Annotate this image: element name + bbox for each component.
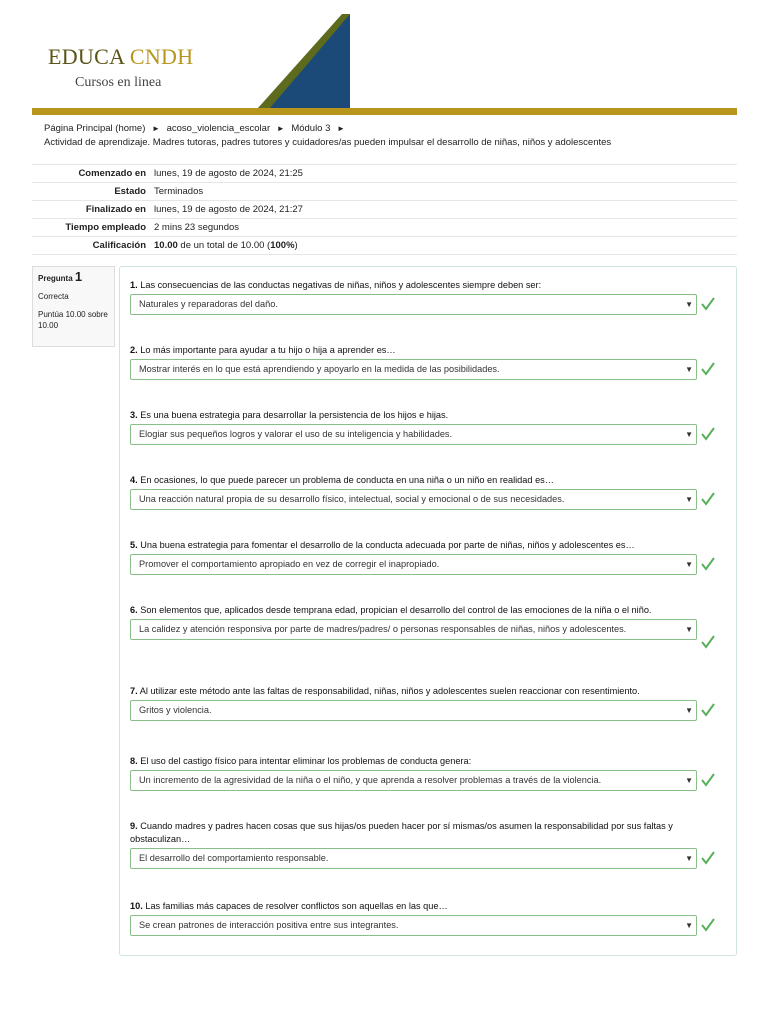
answer-selected-value: La calidez y atención responsiva por parte de madres/padres/ o personas responsables de niñas, niños y adolescentes.: [139, 624, 627, 634]
answer-select[interactable]: [130, 915, 697, 936]
question-item: [130, 344, 710, 380]
question-text: 4. En ocasiones, lo que puede parecer un problema de conducta en una niña o un niño en realidad es…: [130, 475, 554, 485]
summary-label: Finalizado en: [85, 204, 146, 215]
question-item: [130, 279, 710, 315]
answer-selected-value: Gritos y violencia.: [139, 705, 212, 715]
chevron-down-icon: ▼: [685, 300, 693, 309]
answer-select[interactable]: [130, 294, 697, 315]
question-info-box: [32, 266, 115, 347]
breadcrumb-home[interactable]: Página Principal (home): [44, 123, 146, 134]
question-item: [130, 900, 710, 936]
answer-select[interactable]: [130, 554, 697, 575]
question-state: Correcta: [38, 292, 69, 301]
breadcrumb-module[interactable]: Módulo 3: [291, 123, 331, 134]
question-item: [130, 539, 710, 575]
breadcrumb-separator: ►: [337, 124, 345, 133]
check-icon: [700, 772, 716, 788]
answer-select[interactable]: [130, 489, 697, 510]
question-content-panel: [119, 266, 737, 956]
breadcrumb-course[interactable]: acoso_violencia_escolar: [166, 123, 271, 134]
summary-row: [32, 219, 737, 237]
check-icon: [700, 426, 716, 442]
summary-label: Estado: [114, 186, 146, 197]
summary-label: Tiempo empleado: [65, 222, 146, 233]
question-text: 3. Es una buena estrategia para desarrollar la persistencia de los hijos e hijas.: [130, 410, 449, 420]
grade-score: 10.00: [154, 240, 178, 251]
chevron-down-icon: ▼: [685, 365, 693, 374]
chevron-down-icon: ▼: [685, 706, 693, 715]
chevron-down-icon: ▼: [685, 854, 693, 863]
header-decoration: [258, 14, 358, 110]
answer-select[interactable]: [130, 848, 697, 869]
summary-row: [32, 165, 737, 183]
question-item: [130, 685, 710, 721]
question-label: Pregunta: [38, 274, 73, 283]
check-icon: [700, 296, 716, 312]
summary-grade-value: [150, 237, 737, 255]
answer-select[interactable]: [130, 619, 697, 640]
header-gold-bar: [32, 108, 737, 115]
question-number: 1: [74, 269, 83, 284]
answer-selected-value: Elogiar sus pequeños logros y valorar el uso de su inteligencia y habilidades.: [139, 429, 453, 439]
site-header: [0, 0, 768, 118]
answer-select[interactable]: [130, 359, 697, 380]
summary-row: [32, 183, 737, 201]
check-icon: [700, 634, 716, 650]
check-icon: [700, 491, 716, 507]
answer-selected-value: El desarrollo del comportamiento responsable.: [139, 853, 329, 863]
site-logo[interactable]: [48, 44, 193, 70]
question-item: [130, 474, 710, 510]
check-icon: [700, 361, 716, 377]
grade-total: de un total de 10.00 (: [177, 240, 271, 251]
logo-word-educa: EDUCA: [48, 44, 125, 69]
chevron-down-icon: ▼: [685, 430, 693, 439]
question-item: [130, 820, 710, 869]
question-text: 7. Al utilizar este método ante las faltas de responsabilidad, niñas, niños y adolescentes suelen reaccionar con resentimiento.: [130, 686, 640, 696]
question-text: 10. Las familias más capaces de resolver conflictos son aquellas en las que…: [130, 901, 448, 911]
breadcrumb-activity[interactable]: Actividad de aprendizaje. Madres tutoras, padres tutores y cuidadores/as pueden impulsar el desarrollo de niñas, niños y adolescentes: [44, 137, 612, 148]
question-text: 8. El uso del castigo físico para intentar eliminar los problemas de conducta genera:: [130, 756, 472, 766]
summary-value: Terminados: [154, 186, 204, 197]
answer-selected-value: Naturales y reparadoras del daño.: [139, 299, 278, 309]
breadcrumb: [44, 122, 734, 150]
question-text: 9. Cuando madres y padres hacen cosas que sus hijas/os pueden hacer por sí mismas/os asumen la responsabilidad por sus faltas y obstaculizan…: [130, 821, 673, 844]
answer-selected-value: Una reacción natural propia de su desarrollo físico, intelectual, social y emocional o de sus necesidades.: [139, 494, 565, 504]
answer-selected-value: Un incremento de la agresividad de la niña o el niño, y que aprenda a resolver problemas a través de la violencia.: [139, 775, 602, 785]
question-grade: Puntúa 10.00 sobre 10.00: [38, 310, 108, 330]
check-icon: [700, 850, 716, 866]
summary-label: Comenzado en: [78, 168, 146, 179]
answer-selected-value: Se crean patrones de interacción positiva entre sus integrantes.: [139, 920, 399, 930]
attempt-summary-table: [32, 164, 737, 255]
grade-percent: 100%: [270, 240, 295, 251]
logo-word-cndh: CNDH: [129, 44, 194, 69]
chevron-down-icon: ▼: [685, 625, 693, 634]
question-text: 1. Las consecuencias de las conductas negativas de niñas, niños y adolescentes siempre deben ser:: [130, 280, 542, 290]
check-icon: [700, 917, 716, 933]
answer-selected-value: Promover el comportamiento apropiado en vez de corregir el inapropiado.: [139, 559, 440, 569]
summary-row: [32, 237, 737, 255]
answer-select[interactable]: [130, 700, 697, 721]
chevron-down-icon: ▼: [685, 560, 693, 569]
summary-value: lunes, 19 de agosto de 2024, 21:25: [154, 168, 303, 179]
summary-value: lunes, 19 de agosto de 2024, 21:27: [154, 204, 303, 215]
question-text: 6. Son elementos que, aplicados desde temprana edad, propician el desarrollo del control de las emociones de la niña o el niño.: [130, 605, 652, 615]
summary-label: Calificación: [92, 240, 146, 251]
question-item: [130, 755, 710, 791]
answer-select[interactable]: [130, 770, 697, 791]
summary-value: 2 mins 23 segundos: [154, 222, 240, 233]
chevron-down-icon: ▼: [685, 921, 693, 930]
site-subtitle: Cursos en linea: [75, 75, 162, 90]
breadcrumb-separator: ►: [276, 124, 285, 133]
question-item: [130, 409, 710, 445]
check-icon: [700, 702, 716, 718]
answer-selected-value: Mostrar interés en lo que está aprendiendo y apoyarlo en la medida de las posibilidades.: [139, 364, 500, 374]
breadcrumb-separator: ►: [152, 124, 160, 133]
summary-row: [32, 201, 737, 219]
chevron-down-icon: ▼: [685, 776, 693, 785]
question-item: [130, 604, 710, 640]
chevron-down-icon: ▼: [685, 495, 693, 504]
question-text: 5. Una buena estrategia para fomentar el desarrollo de la conducta adecuada por parte de niñas, niños y adolescentes es…: [130, 540, 635, 550]
grade-close: ): [294, 240, 298, 251]
question-text: 2. Lo más importante para ayudar a tu hijo o hija a aprender es…: [130, 345, 396, 355]
check-icon: [700, 556, 716, 572]
answer-select[interactable]: [130, 424, 697, 445]
